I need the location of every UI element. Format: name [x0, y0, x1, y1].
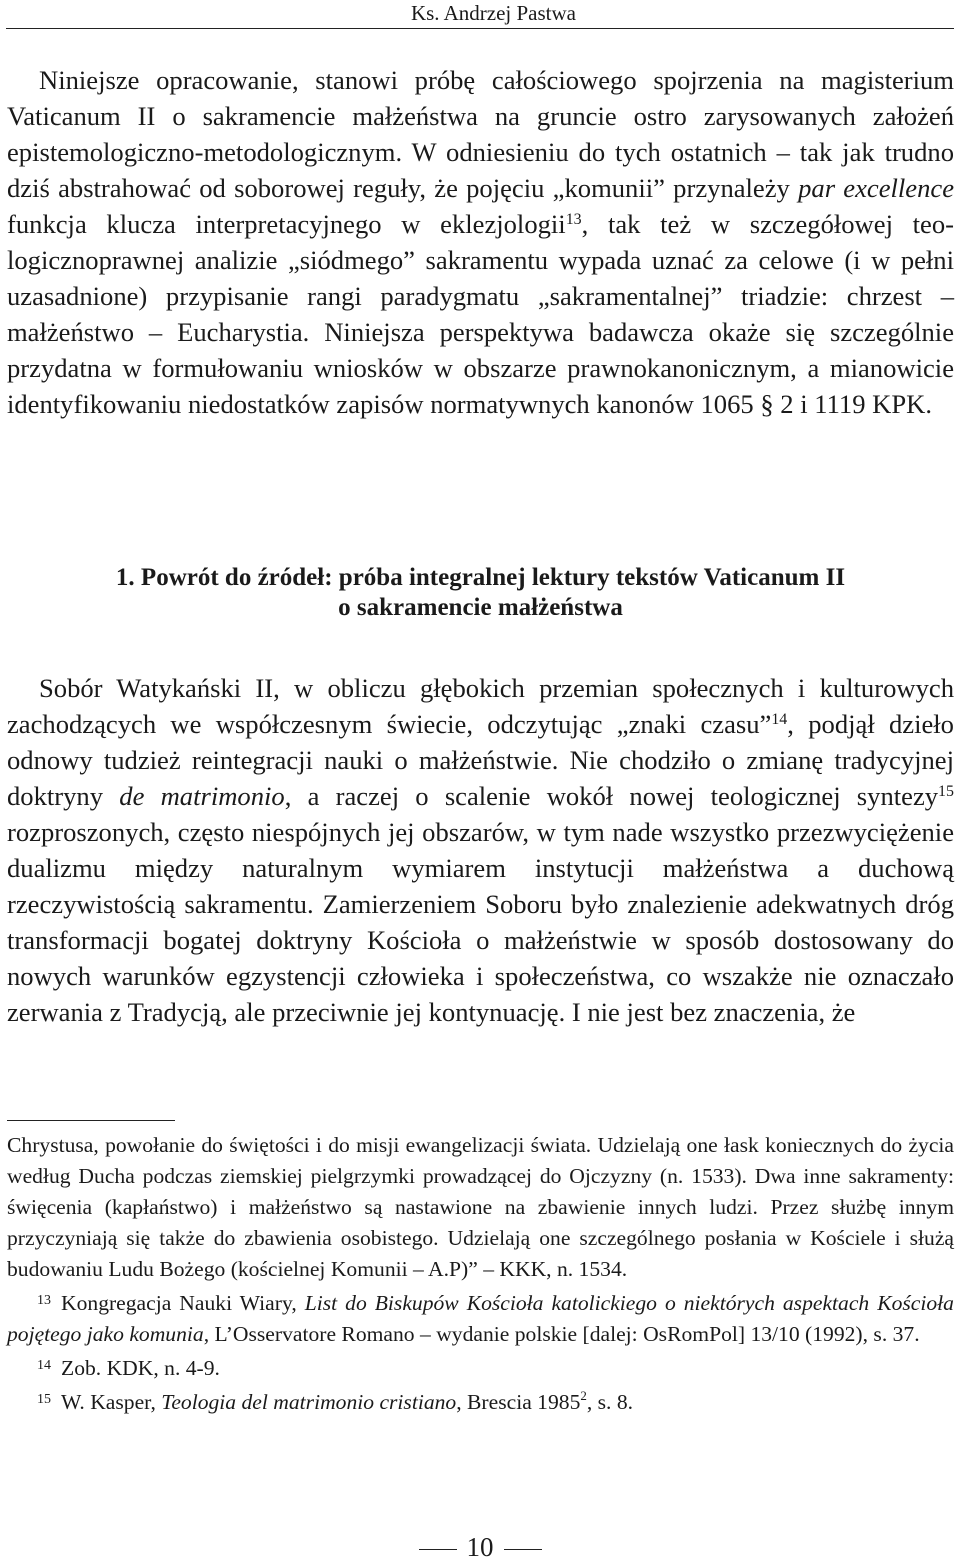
footnote-13-italic: List do Biskupów Kościoła katolickiego o niektórych aspektach Kościoła pojętego jako komunia	[7, 1291, 954, 1346]
footnote-14-number: 14	[37, 1358, 51, 1373]
page-number-dash-left	[419, 1549, 457, 1550]
footnote-ref-14[interactable]: 14	[771, 711, 788, 728]
footnote-13-number: 13	[37, 1293, 51, 1308]
footnote-13-text-2: , L’Osservatore Romano – wydanie polskie [dalej: OsRomPol] 13/10 (1992), s. 37.	[203, 1322, 920, 1346]
section-heading-line2: o sakramencie małżeństwa	[338, 594, 623, 621]
intro-paragraph	[7, 62, 954, 422]
section-heading	[7, 563, 954, 623]
footnote-continuation: Chrystusa, powołanie do świętości i do misji ewangelizacji świata. Udzielają one łask koniecznych do życia według Ducha podczas ziemskiej pielgrzymki prowadzącej do Ojczyzny (n. 1533). Dwa inne sakramenty: święcenia (kapłaństwo) i małżeństwo są nastawione na zbawienie innych ludzi. Przez służbę innym przyczyniają się także do zbawienia osobistego. Udzielają one szczególnego posłania w Kościele i służą budowaniu Ludu Bożego (kościelnej Komunii – A.P)” – KKK, n. 1534.	[7, 1133, 954, 1281]
footnote-13-text-1: Kongregacja Nauki Wiary,	[61, 1291, 305, 1315]
intro-italic-term: par excellence	[798, 173, 954, 203]
section-paragraph	[7, 670, 954, 1030]
section-text-4: rozproszonych, często niespójnych jej obszarów, w tym nade wszystko przezwyciężenie dualizmu między naturalnym wymiarem instytucji małżeństwa a duchową rzeczywistością sakramentu. Zamierzeniem Soboru było znalezienie adekwatnych dróg transformacji bogatej doktryny Kościoła o małżeństwie w sposób dostosowany do nowych warunków egzystencji człowieka i społeczeństwa, co wszakże nie oznaczało zerwania z Tradycją, ale przeciwnie jej kontynuację. I nie jest bez znaczenia, że	[7, 817, 954, 1027]
intro-text-1: Niniejsze opracowanie, stanowi próbę całościowego spojrzenia na magisterium Vaticanum II o sakramencie małżeństwa na gruncie ostro zarysowanych założeń epistemologiczno-metodologicznym. W odniesieniu do tych ostatnich – tak jak trudno dziś abstrahować od soborowej reguły, że pojęciu „komunii” przynależy	[7, 65, 954, 203]
footnote-15	[7, 1384, 954, 1418]
page-number	[0, 1530, 960, 1564]
running-title: Ks. Andrzej Pastwa	[410, 1, 576, 25]
footnote-ref-13[interactable]: 13	[565, 211, 582, 228]
section-italic-term: de matrimonio	[119, 781, 285, 811]
footnote-15-italic: Teologia del matrimonio cristiano	[161, 1390, 457, 1414]
footnotes	[7, 1130, 954, 1418]
section-text-2: , podjął dzieło odnowy tudzież reintegracji nauki o małżeństwie. Nie chodziło o zmianę tradycyjnej doktryny	[7, 709, 954, 811]
footnote-14-text: Zob. KDK, n. 4-9.	[61, 1356, 220, 1380]
footnote-15-text-1: W. Kasper,	[61, 1390, 162, 1414]
footnote-ref-15[interactable]: 15	[938, 783, 954, 800]
footnote-13	[7, 1285, 954, 1350]
page-number-dash-right	[504, 1549, 542, 1550]
section-text-3: , a raczej o scalenie wokół nowej teologicznej syntezy	[284, 781, 939, 811]
intro-text-3: , tak też w szczegółowej teologicznoprawnej analizie „siódmego” sakramentu wypada uznać za celowe (i w pełni uzasadnione) przypisanie rangi paradygmatu „sakramentalnej” triadzie: chrzest – małżeństwo – Eucharystia. Niniejsza perspektywa badawcza okaże się szczególnie przydatna w formułowaniu wniosków w obszarze prawnokanonicznym, a mianowicie identyfikowaniu niedostatków zapisów normatywnych kanonów 1065 § 2 i 1119 KPK.	[7, 209, 954, 419]
section-heading-line1: 1. Powrót do źródeł: próba integralnej lektury tekstów Vaticanum II	[115, 564, 846, 591]
footnote-separator	[7, 1120, 175, 1121]
running-header	[0, 0, 960, 32]
intro-text-2: funkcja klucza interpretacyjnego w eklezjologii	[7, 209, 566, 239]
edition-superscript: 2	[580, 1388, 587, 1403]
footnote-14	[7, 1350, 954, 1384]
page-number-value: 10	[466, 1532, 494, 1562]
section-text-1: Sobór Watykański II, w obliczu głębokich przemian społecznych i kulturowych zachodzących we współczesnym świecie, odczytując „znaki czasu”	[7, 673, 954, 739]
header-rule	[6, 28, 954, 29]
footnote-15-text-3: , s. 8.	[586, 1390, 634, 1414]
footnote-15-text-2: , Brescia 1985	[456, 1390, 581, 1414]
footnote-15-number: 15	[37, 1392, 51, 1407]
